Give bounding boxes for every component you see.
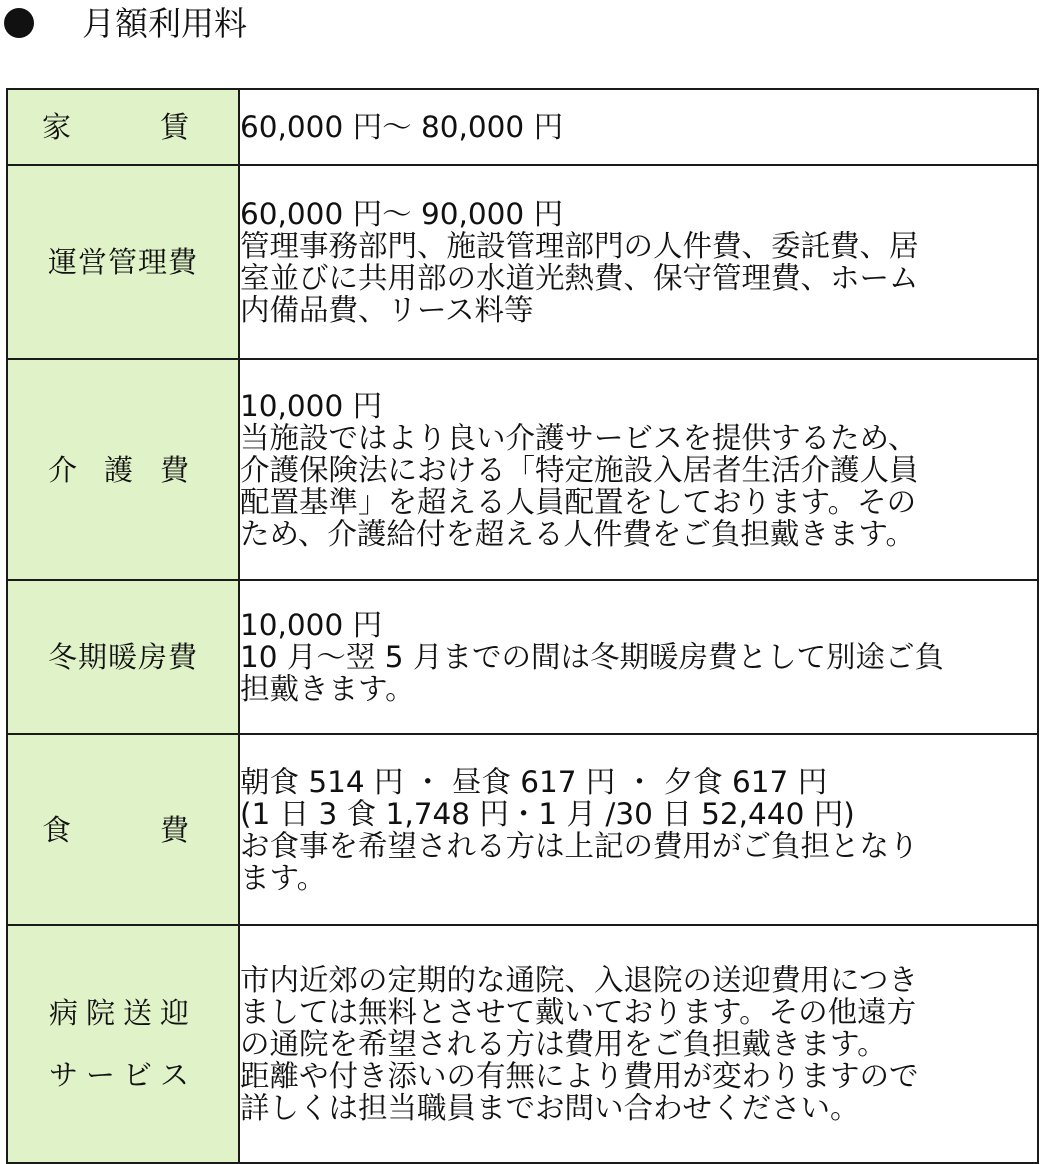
- fee-detail-care: 10,000 円 当施設ではより良い介護サービスを提供するため、 介護保険法における「特定施設入居者生活介護人員 配置基準」を超える人員配置をしております。その ため、介護給付を超える人件費をご負担戴きます。: [239, 359, 1038, 580]
- fee-detail-heating: 10,000 円 10 月～翌 5 月までの間は冬期暖房費として別途ご負 担戴きます。: [239, 580, 1038, 734]
- fee-row-management: [7, 165, 1038, 359]
- bullet-icon: [4, 8, 34, 38]
- fee-label-management: 運営管理費: [7, 165, 239, 359]
- fee-detail-rent: 60,000 円～ 80,000 円: [239, 89, 1038, 165]
- fee-detail-hospital-transport: 市内近郊の定期的な通院、入退院の送迎費用につき ましては無料とさせて戴いております。その他遠方 の通院を希望される方は費用をご負担戴きます。 距離や付き添いの有無により費用が変わりますので 詳しくは担当職員までお問い合わせください。: [239, 925, 1038, 1163]
- fee-label-care: 介 護 費: [7, 359, 239, 580]
- fee-detail-management: 60,000 円～ 90,000 円 管理事務部門、施設管理部門の人件費、委託費、居 室並びに共用部の水道光熱費、保守管理費、ホーム 内備品費、リース料等: [239, 165, 1038, 359]
- fee-row-rent: [7, 89, 1038, 165]
- fee-row-meals: [7, 734, 1038, 925]
- fee-row-heating: [7, 580, 1038, 734]
- section-heading: [0, 0, 247, 46]
- fee-detail-meals: 朝食 514 円 ・ 昼食 617 円 ・ 夕食 617 円 (1 日 3 食 1,748 円・1 月 /30 日 52,440 円) お食事を希望される方は上記の費用がご負担となり ます。: [239, 734, 1038, 925]
- fee-label-meals: 食 費: [7, 734, 239, 925]
- fee-label-hospital-transport: 病院送迎 サービス: [7, 925, 239, 1163]
- fee-row-care: [7, 359, 1038, 580]
- fee-label-heating: 冬期暖房費: [7, 580, 239, 734]
- section-title: 月額利用料: [82, 3, 247, 43]
- fee-row-hospital-transport: [7, 925, 1038, 1163]
- fee-label-rent: 家 賃: [7, 89, 239, 165]
- monthly-fee-table: [6, 88, 1039, 1164]
